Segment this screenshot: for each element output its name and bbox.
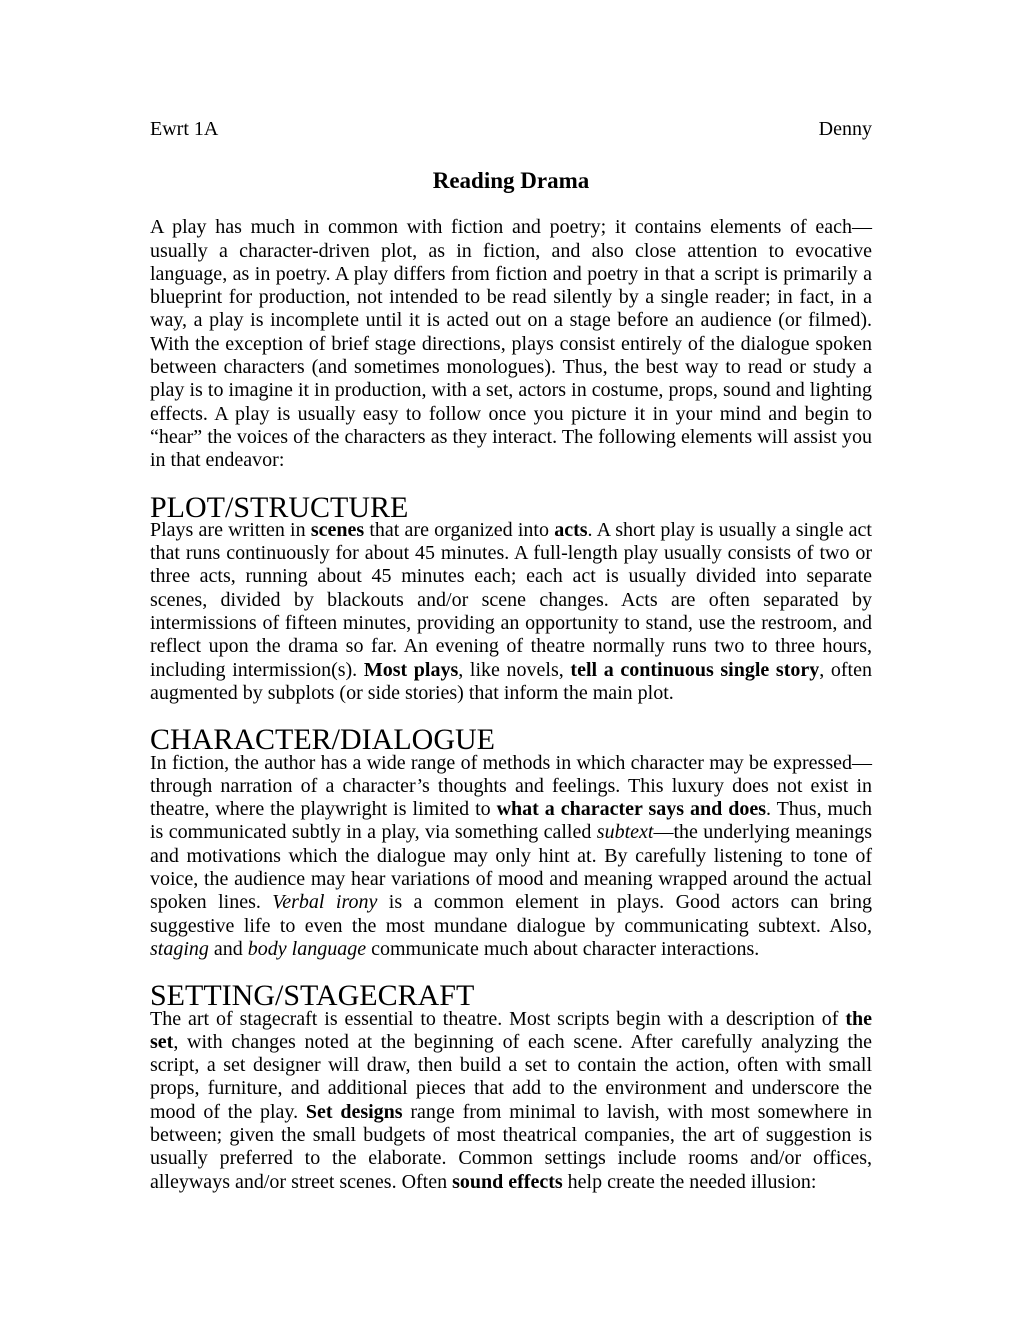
author-name: Denny bbox=[818, 118, 872, 140]
text-run: , with changes noted at the beginning of each scene. After carefully analyzing the script, a set designer will draw, then build a set to contain the action, often with small props, furniture, and additional pieces that add to the environment and underscore the mood of the play. bbox=[150, 1030, 872, 1123]
character-dialogue-heading: CHARACTER/DIALOGUE bbox=[150, 723, 495, 757]
text-run: range from minimal to lavish, with most somewhere in between; given the small budgets of most theatrical companies, the art of suggestion is usually preferred to the elaborate. Common settings include rooms and/or offices, alleyways and/or street scenes. Often bbox=[150, 1100, 872, 1193]
text-run: Set designs bbox=[305, 1100, 403, 1123]
text-run: subtext bbox=[596, 821, 654, 844]
text-run: , often augmented by subplots (or side stories) that inform the main plot. bbox=[150, 658, 872, 704]
plot-structure-heading: PLOT/STRUCTURE bbox=[150, 490, 409, 524]
text-run: body language bbox=[247, 937, 367, 960]
text-run: and bbox=[208, 937, 248, 960]
setting-stagecraft-paragraph bbox=[150, 1008, 872, 1194]
text-run: tell a continuous single story bbox=[570, 658, 820, 681]
intro-paragraph bbox=[150, 216, 872, 472]
text-run: , like novels, bbox=[458, 658, 571, 681]
text-run: help create the needed illusion: bbox=[562, 1170, 817, 1193]
section-plot-structure bbox=[150, 490, 872, 706]
text-run: A play has much in common with fiction and poetry; it contains elements of each—usually a character-driven plot, as in fiction, and also close attention to evocative language, as in poetry. A play differs from fiction and poetry in that a script is primarily a blueprint for production, not intended to be read silently by a single reader; in fact, in a way, a play is incomplete until it is acted out on a stage before an audience (or filmed). With the exception of brief stage directions, plays consist entirely of the dialogue spoken between characters (and sometimes monologues). Thus, the best way to read or study a play is to imagine it in production, with a set, actors in costume, props, sound and lighting effects. A play is usually easy to follow once you picture it in your mind and begin to “hear” the voices of the characters as they interact. The following elements will assist you in that endeavor: bbox=[150, 216, 872, 472]
text-run: acts bbox=[554, 518, 588, 541]
text-run: The art of stagecraft is essential to theatre. Most scripts begin with a description of bbox=[150, 1007, 846, 1030]
text-run: the set bbox=[150, 1007, 872, 1053]
text-run: Plays are written in bbox=[150, 518, 311, 541]
text-run: staging bbox=[150, 937, 209, 960]
character-dialogue-paragraph bbox=[150, 752, 872, 962]
text-run: is a common element in plays. Good actors can bring suggestive life to even the most mundane dialogue by communicating subtext. Also, bbox=[150, 891, 872, 937]
document-header bbox=[150, 118, 872, 141]
text-run: . Thus, much is communicated subtly in a play, via something called bbox=[150, 798, 872, 844]
text-run: Most plays bbox=[363, 658, 459, 681]
text-run: In fiction, the author has a wide range of methods in which character may be expressed—through narration of a character’s thoughts and feelings. This luxury does not exist in theatre, where the playwright is limited to bbox=[150, 751, 872, 821]
text-run: that are organized into bbox=[364, 518, 555, 541]
text-run: Verbal irony bbox=[272, 891, 378, 914]
page-title: Reading Drama bbox=[432, 168, 590, 194]
text-run: scenes bbox=[310, 518, 365, 541]
section-character-dialogue bbox=[150, 723, 873, 961]
plot-structure-paragraph bbox=[150, 519, 872, 705]
section-setting-stagecraft bbox=[150, 979, 872, 1194]
text-run: sound effects bbox=[452, 1170, 563, 1193]
course-code: Ewrt 1A bbox=[150, 118, 219, 140]
text-run: communicate much about character interactions. bbox=[366, 937, 760, 960]
text-run: what a character says and does bbox=[496, 798, 766, 821]
text-run: —the underlying meanings and motivations which the dialogue may only hint at. By carefully listening to tone of voice, the audience may hear variations of mood and meaning wrapped around the actual spoken lines. bbox=[150, 821, 873, 914]
text-run: . A short play is usually a single act that runs continuously for about 45 minutes. A full-length play usually consists of two or three acts, running about 45 minutes each; each act is usually divided into separate scenes, divided by blackouts and/or scene changes. Acts are often separated by intermissions of fifteen minutes, providing an opportunity to stand, use the restroom, and reflect upon the drama so far. An evening of theatre normally runs two to three hours, including intermission(s). bbox=[150, 518, 872, 681]
setting-stagecraft-heading: SETTING/STAGECRAFT bbox=[150, 979, 475, 1013]
